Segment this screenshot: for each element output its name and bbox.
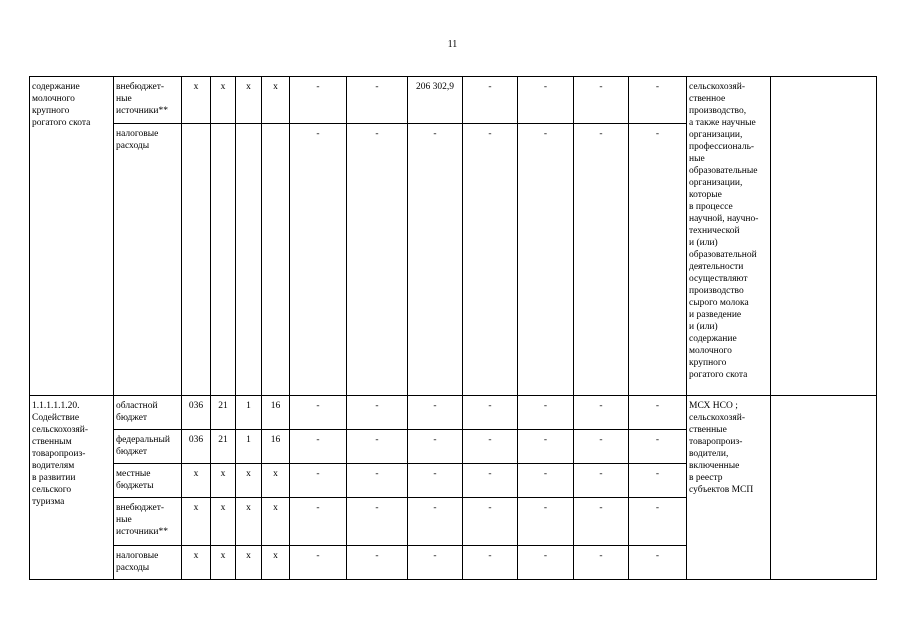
section-code-cell: х (211, 498, 236, 546)
value-cell: - (518, 464, 574, 498)
value-cell: - (290, 77, 347, 124)
executor-cell: МСХ НСО ; сельскохозяй- ственные товаропроиз- водители, включенные в реестр субъектов МСП (687, 396, 771, 580)
subsection-code-cell: 1 (236, 430, 262, 464)
table-row (30, 396, 877, 430)
value-cell: - (629, 430, 687, 464)
value-cell: - (347, 124, 408, 396)
value-cell: - (347, 430, 408, 464)
result-cell (771, 77, 877, 396)
measure-name-cell: 1.1.1.1.1.20. Содействие сельскохозяй- ственным товаропроиз- водителям в развитии сельского туризма (30, 396, 114, 580)
target-code-cell: 16 (262, 396, 290, 430)
executor-cell: сельскохозяй- ственное производство, а также научные организации, профессиональ- ные образовательные организации, которые в процессе научной, научно- технической и (или) образовательной деятельности осуществляют производство сырого молока и разведение и (или) содержание молочного крупного рогатого скота (687, 77, 771, 396)
target-code-cell: 16 (262, 430, 290, 464)
target-code-cell: х (262, 498, 290, 546)
value-cell: - (574, 124, 629, 396)
subsection-code-cell: х (236, 464, 262, 498)
subsection-code-cell (236, 124, 262, 396)
grbs-code-cell: х (182, 464, 211, 498)
funding-source-cell: налоговые расходы (114, 124, 182, 396)
grbs-code-cell: 036 (182, 430, 211, 464)
value-cell: - (408, 430, 463, 464)
grbs-code-cell: х (182, 77, 211, 124)
grbs-code-cell (182, 124, 211, 396)
grbs-code-cell: х (182, 498, 211, 546)
subsection-code-cell: х (236, 77, 262, 124)
section-code-cell: х (211, 77, 236, 124)
value-cell: - (347, 396, 408, 430)
value-cell: - (408, 546, 463, 580)
value-cell: - (574, 77, 629, 124)
value-cell: - (463, 464, 518, 498)
value-cell: - (408, 498, 463, 546)
table-row (30, 77, 877, 124)
value-cell: 206 302,9 (408, 77, 463, 124)
section-code-cell (211, 124, 236, 396)
funding-source-cell: местные бюджеты (114, 464, 182, 498)
value-cell: - (518, 546, 574, 580)
value-cell: - (290, 464, 347, 498)
measure-name-cell: содержание молочного крупного рогатого скота (30, 77, 114, 396)
value-cell: - (408, 396, 463, 430)
value-cell: - (290, 396, 347, 430)
value-cell: - (518, 396, 574, 430)
target-code-cell: х (262, 77, 290, 124)
program-table (29, 76, 877, 580)
subsection-code-cell: х (236, 546, 262, 580)
value-cell: - (290, 124, 347, 396)
value-cell: - (463, 77, 518, 124)
section-code-cell: 21 (211, 396, 236, 430)
value-cell: - (463, 124, 518, 396)
value-cell: - (290, 430, 347, 464)
funding-source-cell: внебюджет- ные источники** (114, 77, 182, 124)
funding-source-cell: областной бюджет (114, 396, 182, 430)
value-cell: - (347, 498, 408, 546)
result-cell (771, 396, 877, 580)
funding-source-cell: федеральный бюджет (114, 430, 182, 464)
target-code-cell: х (262, 464, 290, 498)
funding-source-cell: внебюджет- ные источники** (114, 498, 182, 546)
value-cell: - (518, 124, 574, 396)
value-cell: - (408, 124, 463, 396)
section-code-cell: 21 (211, 430, 236, 464)
value-cell: - (629, 396, 687, 430)
target-code-cell (262, 124, 290, 396)
value-cell: - (347, 464, 408, 498)
value-cell: - (629, 124, 687, 396)
value-cell: - (574, 464, 629, 498)
value-cell: - (629, 77, 687, 124)
value-cell: - (518, 77, 574, 124)
value-cell: - (290, 546, 347, 580)
value-cell: - (518, 498, 574, 546)
value-cell: - (574, 546, 629, 580)
page-number: 11 (447, 39, 458, 50)
subsection-code-cell: х (236, 498, 262, 546)
grbs-code-cell: 036 (182, 396, 211, 430)
value-cell: - (463, 396, 518, 430)
funding-source-cell: налоговые расходы (114, 546, 182, 580)
target-code-cell: х (262, 546, 290, 580)
subsection-code-cell: 1 (236, 396, 262, 430)
value-cell: - (463, 546, 518, 580)
value-cell: - (574, 498, 629, 546)
value-cell: - (574, 430, 629, 464)
value-cell: - (408, 464, 463, 498)
value-cell: - (347, 546, 408, 580)
value-cell: - (629, 498, 687, 546)
value-cell: - (518, 430, 574, 464)
value-cell: - (290, 498, 347, 546)
value-cell: - (347, 77, 408, 124)
value-cell: - (574, 396, 629, 430)
value-cell: - (463, 430, 518, 464)
section-code-cell: х (211, 546, 236, 580)
value-cell: - (629, 546, 687, 580)
section-code-cell: х (211, 464, 236, 498)
grbs-code-cell: х (182, 546, 211, 580)
value-cell: - (463, 498, 518, 546)
value-cell: - (629, 464, 687, 498)
